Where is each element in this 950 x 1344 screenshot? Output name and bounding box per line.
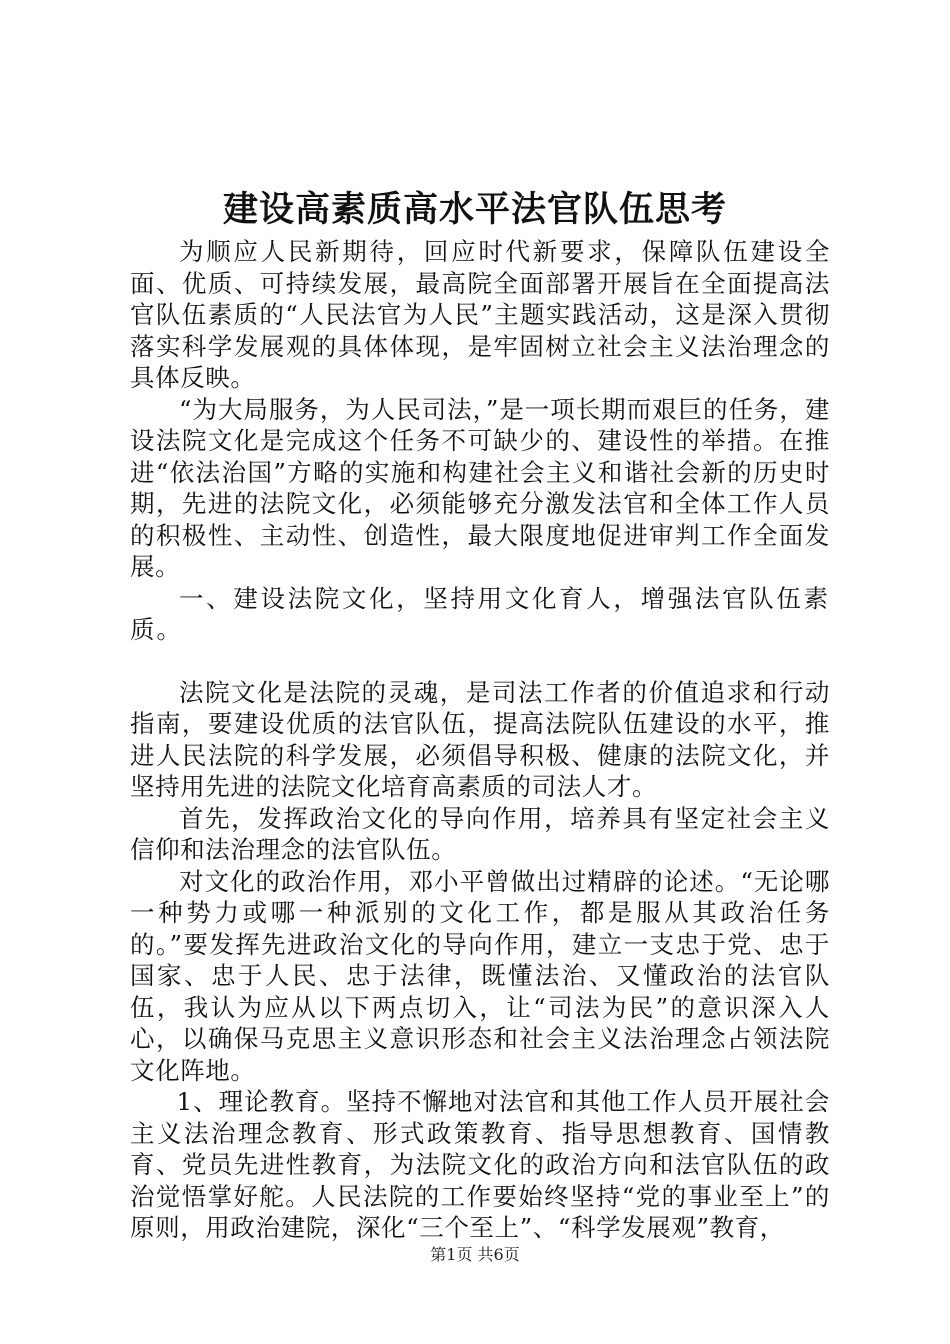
- section-heading-one: 一、建设法院文化，坚持用文化育人，增强法官队伍素质。: [130, 583, 830, 644]
- page-number-footer: 第1页 共6页: [430, 1245, 520, 1264]
- paragraph-theory-education: 1、理论教育。坚持不懈地对法官和其他工作人员开展社会主义法治理念教育、形式政策教育、指导思想教育、国情教育、党员先进性教育，为法院文化的政治方向和法官队伍的政治觉悟掌好舵。人民法院的工作要始终坚持“党的事业至上”的原则，用政治建院，深化“三个至上”、“科学发展观”教育，: [130, 1087, 830, 1242]
- paragraph-court-culture: 法院文化是法院的灵魂，是司法工作者的价值追求和行动指南，要建设优质的法官队伍，提高法院队伍建设的水平，推进人民法院的科学发展，必须倡导积极、健康的法院文化，并坚持用先进的法院文化培育高素质的司法人才。: [130, 677, 830, 801]
- paragraph-political-role: 对文化的政治作用，邓小平曾做出过精辟的论述。“无论哪一种势力或哪一种派别的文化工作，都是服从其政治任务的。”要发挥先进政治文化的导向作用，建立一支忠于党、忠于国家、忠于人民、忠于法律，既懂法治、又懂政治的法官队伍，我认为应从以下两点切入，让“司法为民”的意识深入人心，以确保马克思主义意识形态和社会主义法治理念占领法院文化阵地。: [130, 866, 830, 1085]
- document-title: 建设高素质高水平法官队伍思考: [222, 189, 727, 230]
- paragraph-serve-overall: “为大局服务，为人民司法，”是一项长期而艰巨的任务，建设法院文化是完成这个任务不可缺少的、建设性的举措。在推进“依法治国”方略的实施和构建社会主义和谐社会新的历史时期，先进的法院文化，必须能够充分激发法官和全体工作人员的积极性、主动性、创造性，最大限度地促进审判工作全面发展。: [130, 394, 830, 581]
- paragraph-first-point: 首先，发挥政治文化的导向作用，培养具有坚定社会主义信仰和法治理念的法官队伍。: [130, 803, 830, 864]
- document-body: [130, 236, 830, 1244]
- paragraph-intro: 为顺应人民新期待，回应时代新要求，保障队伍建设全面、优质、可持续发展，最高院全面部署开展旨在全面提高法官队伍素质的“人民法官为人民”主题实践活动，这是深入贯彻落实科学发展观的具体体现，是牢固树立社会主义法治理念的具体反映。: [130, 237, 830, 392]
